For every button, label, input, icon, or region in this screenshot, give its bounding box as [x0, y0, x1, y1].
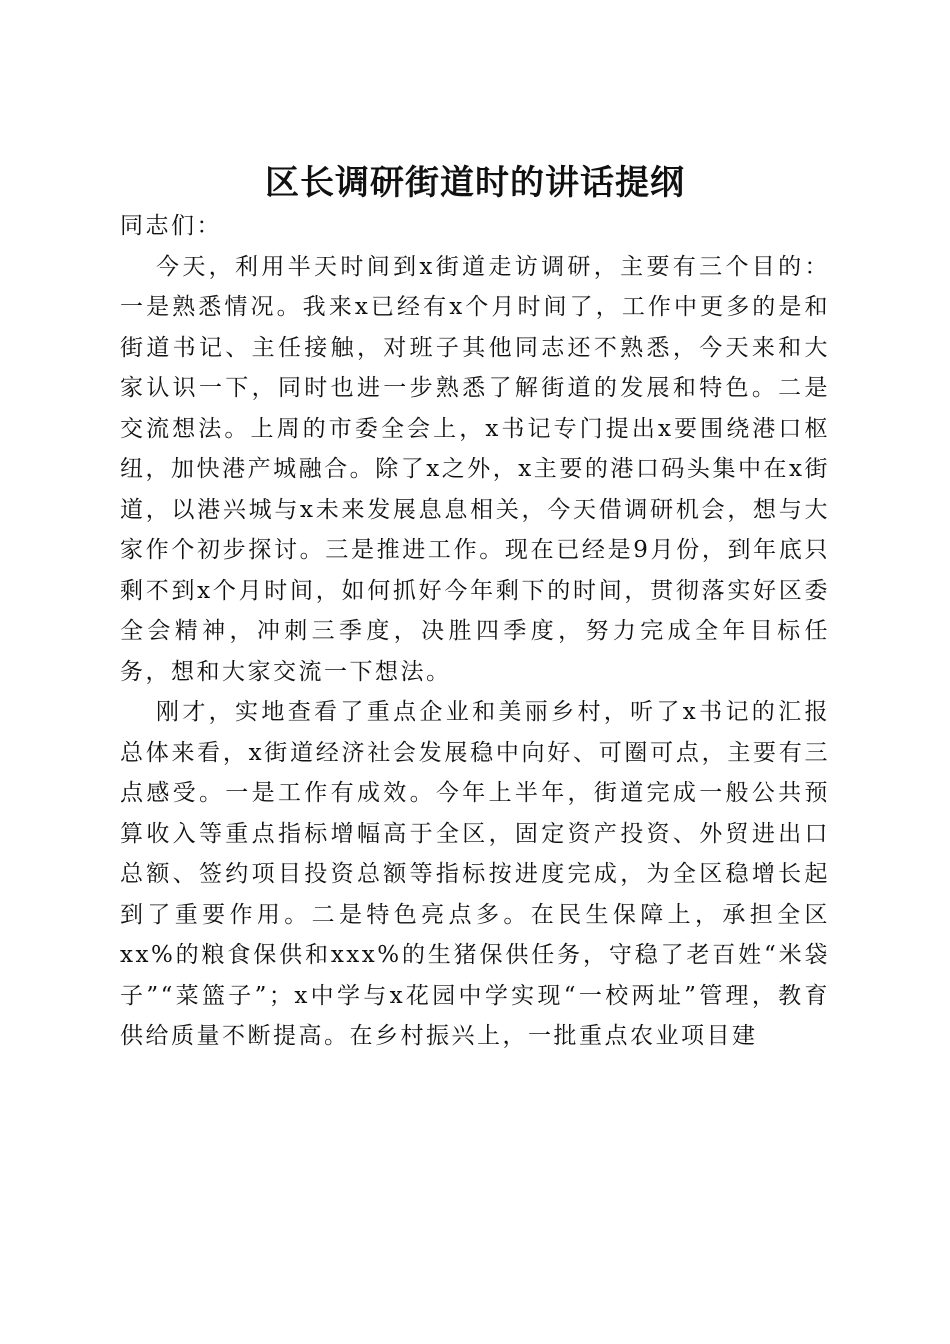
paragraph: 刚才，实地查看了重点企业和美丽乡村，听了x书记的汇报总体来看，x街道经济社会发展稳中向好、可圈可点，主要有三点感受。一是工作有成效。今年上半年，街道完成一般公共预算收入等重点指标增幅高于全区，固定资产投资、外贸进出口总额、签约项目投资总额等指标按进度完成，为全区稳增长起到了重要作用。二是特色亮点多。在民生保障上，承担全区xx%的粮食保供和xxx%的生猪保供任务，守稳了老百姓“米袋子”“菜篮子”；x中学与x花园中学实现“一校两址”管理，教育供给质量不断提高。在乡村振兴上，一批重点农业项目建: [120, 699, 830, 1049]
document-title: 区长调研街道时的讲话提纲: [265, 162, 685, 203]
document-body: [120, 206, 830, 1057]
paragraph: 今天，利用半天时间到x街道走访调研，主要有三个目的：一是熟悉情况。我来x已经有x个月时间了，工作中更多的是和街道书记、主任接触，对班子其他同志还不熟悉，今天来和大家认识一下，同时也进一步熟悉了解街道的发展和特色。二是交流想法。上周的市委全会上，x书记专门提出x要围绕港口枢纽，加快港产城融合。除了x之外，x主要的港口码头集中在x街道，以港兴城与x未来发展息息相关，今天借调研机会，想与大家作个初步探讨。三是推进工作。现在已经是9月份，到年底只剩不到x个月时间，如何抓好今年剩下的时间，贯彻落实好区委全会精神，冲刺三季度，决胜四季度，努力完成全年目标任务，想和大家交流一下想法。: [120, 253, 830, 685]
greeting-line: 同志们：: [120, 213, 222, 239]
